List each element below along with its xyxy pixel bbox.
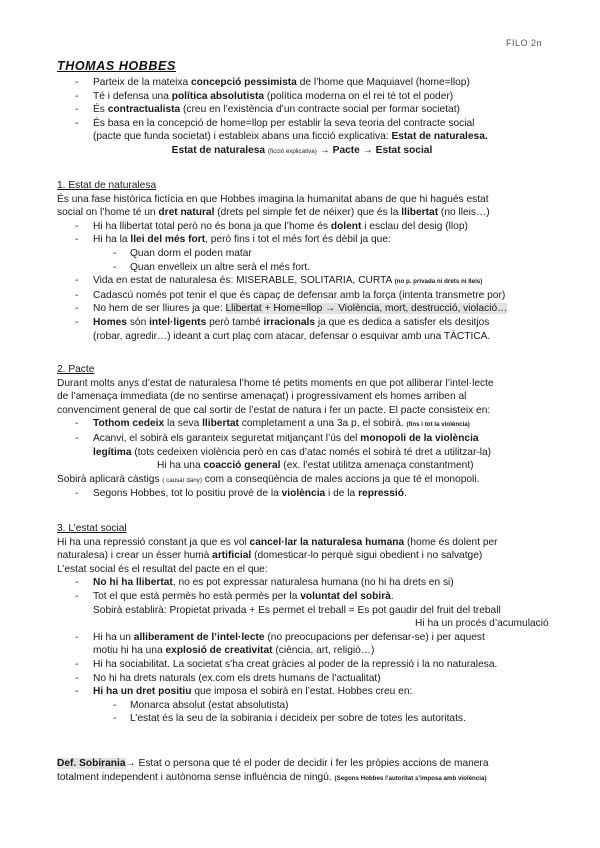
- paragraph-line: convenciment general de que cal sortir de l’estat de natura i fer un pacte. El pacte consisteix en:: [57, 404, 491, 416]
- intro-section: [57, 76, 547, 159]
- list-item: - Hi ha la llei del més fort, però fins i tot el més fort és dèbil ja que:: [75, 234, 391, 246]
- list-item: - Hi ha sociabilitat. La societat s’ha creat gràcies al poder de la repressió i la no naturalesa.: [75, 658, 498, 670]
- list-item-continuation: Sobirà establirà: Propietat privada + Es permet el treball = Es pot gaudir del fruit del treball: [93, 604, 501, 616]
- paragraph-line: de l’amenaça immediata (de no sentirse amenaçat) i progressivament els homes arriben al: [57, 391, 467, 403]
- list-item: - Cadascú només pot tenir el que és capaç de defensar amb la força (intenta transmetre por): [75, 289, 506, 301]
- list-item-continuation: Hi ha un procés d’acumulació: [415, 618, 549, 630]
- list-item: - Vida en estat de naturalesa és: MISERABLE, SOLITARIA, CURTA (no p. privada ni drets ni lleis): [75, 275, 483, 287]
- sub-list-item: - Monarca absolut (estat absolutista): [113, 699, 289, 711]
- sub-list-item: - Quan dorm el poden matar: [113, 247, 252, 259]
- list-item: - Acanvi, el sobirà els garanteix seguretat mitjançant l’ús del monopoli de la violència: [75, 432, 479, 444]
- highlighted-text: Llibertat + Home=llop → Violència, mort, destrucció, violació…: [225, 303, 508, 315]
- intro-bullet: - És contractualista (creu en l’existència d’un contracte social per formar societat): [75, 104, 460, 116]
- section-heading: 1. Estat de naturalesa: [57, 180, 157, 191]
- intro-bullet: - És basa en la concepció de home=llop per establir la seva teoria del contracte social: [75, 117, 475, 129]
- definition-sobirania: [57, 757, 547, 785]
- list-item: - Hi ha un alliberament de l’intel·lecte (no preocupacions per defensar-se) i per aquest: [75, 631, 485, 643]
- list-item: - No hem de ser lliures ja que: Llibertat + Home=llop → Violència, mort, destrucció, violació…: [75, 303, 508, 315]
- sub-list-item: - Quan envelleix un altre serà el més fort.: [113, 261, 311, 273]
- intro-bullet: - Té i defensa una política absolutista (política moderna on el rei té tot el poder): [75, 90, 454, 102]
- paragraph-line: Hi ha una repressió constant ja que es vol cancel·lar la naturalesa humana (home és dolent per: [57, 536, 498, 548]
- paragraph-line: És una fase històrica fictícia en que Hobbes imagina la humanitat abans de que hi hagués estat: [57, 193, 489, 205]
- list-item: - Homes són intel·ligents però també irracionals ja que es dedica a satisfer els desitjos: [75, 316, 490, 328]
- paragraph-line: Durant molts anys d’estat de naturalesa l’home té petits moments en que pot alliberar l’intel·lecte: [57, 377, 494, 389]
- intro-bullet-continuation: (pacte que funda societat) i estableix abans una ficció explicativa: Estat de naturalesa.: [93, 131, 488, 143]
- formula-line: Estat de naturalesa (ficció explicativa) → Pacte → Estat social: [171, 144, 433, 156]
- definition-line: totalment independent i autònoma sense influència de ningú. (Segons Hobbes l’autoritat s’imposa amb violència): [57, 771, 487, 783]
- list-item-continuation: Hi ha una coacció general (ex. l’estat utilitza amenaça constantment): [157, 460, 474, 472]
- definition-label: Def. Sobirania: [57, 758, 126, 769]
- sub-list-item: - L’estat és la seu de la sobirania i decideix per sobre de totes les autoritats.: [113, 713, 466, 725]
- section-estat-naturalesa: [57, 179, 547, 343]
- paragraph-line: naturalesa) i crear un ésser humà artificial (domesticar-lo perquè sigui obedient i no salvatge): [57, 550, 483, 562]
- list-item-continuation: (robar, agredir…) ideant a curt plaç com atacar, defensar o esquivar amb una TÀCTICA.: [93, 330, 491, 342]
- section-heading: 3. L’estat social: [57, 523, 127, 534]
- list-item: - Tot el que està permès ho està permès per la voluntat del sobirà.: [75, 590, 394, 602]
- section-pacte: [57, 363, 547, 501]
- list-item: - Hi ha un dret positiu que imposa el sobirà en l’estat. Hobbes creu en:: [75, 686, 413, 698]
- section-heading: 2. Pacte: [57, 364, 95, 375]
- list-item: - Hi ha llibertat total però no és bona ja que l’home és dolent i esclau del desig (llop): [75, 220, 468, 232]
- page-title: THOMAS HOBBES: [57, 59, 176, 73]
- paragraph-line: L’estat social és el resultat del pacte en el que:: [57, 563, 268, 575]
- list-item: - Segons Hobbes, tot lo positiu prové de la violència i de la repressió.: [75, 488, 407, 500]
- paragraph-line: Sobirà aplicarà càstigs ( causar dany) com a conseqüència de males accions ja que té el monopoli.: [57, 473, 480, 485]
- list-item: - Tothom cedeix la seva llibertat completament a una 3a p, el sobirà. (fins i tot la violència): [75, 418, 470, 430]
- list-item-continuation: motiu hi ha una explosió de creativitat (ciència, art, religió…): [93, 645, 375, 657]
- list-item: - No hi ha llibertat, no es pot expressar naturalesa humana (no hi ha drets en si): [75, 577, 454, 589]
- section-estat-social: [57, 522, 547, 726]
- page-header-tag: FILO 2n: [505, 38, 542, 48]
- paragraph-line: social on l’home té un dret natural (drets pel simple fet de néixer) que és la llibertat (no lleis…): [57, 207, 490, 219]
- definition-line: Def. Sobirania→ Estat o persona que té el poder de decidir i fer les pròpies accions de manera: [57, 758, 489, 769]
- list-item-continuation: legítima (tots cedeixen violència però en cas d’atac només el sobirà té dret a utilitzar-la): [93, 446, 492, 458]
- list-item: - No hi ha drets naturals (ex.com els drets humans de l’actualitat): [75, 672, 381, 684]
- intro-bullet: - Parteix de la mateixa concepció pessimista de l’home que Maquiavel (home=llop): [75, 77, 470, 88]
